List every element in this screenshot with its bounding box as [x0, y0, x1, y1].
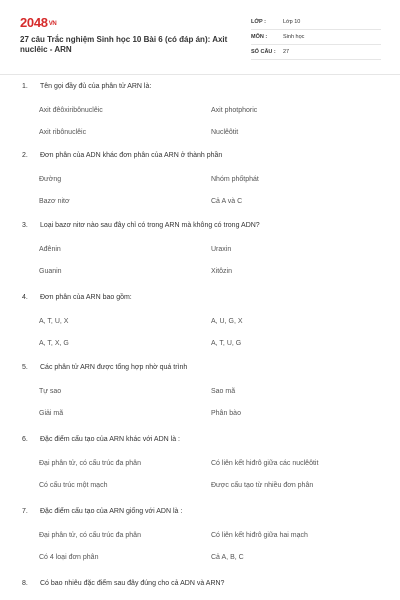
answer-option[interactable]: Uraxin: [211, 246, 232, 253]
question-text: Các phân tử ARN được tổng hợp nhờ quá trình: [40, 364, 188, 371]
meta-label: MÔN :: [251, 34, 268, 40]
answer-option[interactable]: A, T, X, G: [39, 340, 69, 347]
question-number: 2.: [22, 152, 28, 159]
answer-option[interactable]: A, T, U, G: [211, 340, 242, 347]
logo-suffix: VN: [48, 20, 57, 27]
header-divider: [0, 74, 400, 75]
question-text: Loại bazơ nitơ nào sau đây chỉ có trong ARN mà không có trong ADN?: [40, 222, 260, 229]
answer-option[interactable]: Sao mã: [211, 388, 236, 395]
answer-option[interactable]: Axit ribônuclêic: [39, 129, 87, 136]
question-text: Tên gọi đầy đủ của phân tử ARN là:: [40, 83, 152, 90]
question-number: 4.: [22, 294, 28, 301]
answer-option[interactable]: Bazơ nitơ: [39, 198, 70, 205]
answer-option[interactable]: Axit đêôxiribônuclêic: [39, 107, 103, 114]
answer-option[interactable]: Nuclêôtit: [211, 129, 239, 136]
answer-option[interactable]: Guanin: [39, 268, 62, 275]
answer-option[interactable]: Axit photphoric: [211, 107, 258, 114]
question-text: Đặc điểm cấu tạo của ARN khác với ADN là :: [40, 436, 180, 443]
question-number: 7.: [22, 508, 28, 515]
question-number: 3.: [22, 222, 28, 229]
question-text: Đơn phân của ARN bao gồm:: [40, 294, 132, 301]
answer-option[interactable]: Có liên kết hiđrô giữa các nuclêôtit: [211, 460, 319, 467]
meta-row-class: [251, 15, 381, 30]
answer-option[interactable]: Tự sao: [39, 388, 62, 395]
site-logo[interactable]: 2048VN: [20, 15, 57, 30]
answer-option[interactable]: Ađênin: [39, 246, 61, 253]
question-header: [22, 580, 224, 587]
question-text: Có bao nhiêu đặc điểm sau đây đúng cho cả ADN và ARN?: [40, 580, 225, 587]
question-header: [22, 364, 187, 371]
page-title: 27 câu Trắc nghiệm Sinh học 10 Bài 6 (có đáp án): Axit nuclêic - ARN: [20, 35, 228, 54]
answer-option[interactable]: Đường: [39, 176, 62, 183]
meta-row-subject: [251, 30, 381, 45]
question-number: 6.: [22, 436, 28, 443]
question-number: 1.: [22, 83, 28, 90]
answer-option[interactable]: Xitôzin: [211, 268, 233, 275]
answer-option[interactable]: Đại phân tử, có cấu trúc đa phân: [39, 532, 141, 539]
question-text: Đơn phân của ADN khác đơn phân của ARN ở thành phần: [40, 152, 223, 159]
answer-option[interactable]: A, T, U, X: [39, 318, 69, 325]
answer-option[interactable]: Cả A và C: [211, 198, 243, 205]
answer-option[interactable]: Cả A, B, C: [211, 554, 244, 561]
answer-option[interactable]: A, U, G, X: [211, 318, 243, 325]
meta-row-count: [251, 45, 381, 60]
meta-label: LỚP :: [251, 19, 266, 25]
question-number: 8.: [22, 580, 28, 587]
answer-option[interactable]: Giải mã: [39, 410, 64, 417]
question-header: [22, 83, 151, 90]
question-header: [22, 436, 180, 443]
question-text: Đặc điểm cấu tạo của ARN giống với ADN là :: [40, 508, 183, 515]
answer-option[interactable]: Có cấu trúc một mạch: [39, 482, 108, 489]
meta-value: Sinh học: [283, 34, 305, 40]
answer-option[interactable]: Phân bào: [211, 410, 241, 417]
document-header: [0, 0, 400, 74]
meta-label: SỐ CÂU :: [251, 49, 276, 55]
question-number: 5.: [22, 364, 28, 371]
meta-value: 27: [283, 49, 290, 55]
answer-option[interactable]: Được cấu tạo từ nhiều đơn phân: [211, 482, 314, 489]
question-header: [22, 152, 222, 159]
answer-option[interactable]: Đại phân tử, có cấu trúc đa phân: [39, 460, 141, 467]
question-header: [22, 508, 182, 515]
question-header: [22, 222, 260, 229]
answer-option[interactable]: Có liên kết hiđrô giữa hai mạch: [211, 532, 308, 539]
meta-value: Lớp 10: [283, 19, 301, 25]
meta-panel: [251, 15, 381, 60]
answer-option[interactable]: Có 4 loại đơn phân: [39, 554, 99, 561]
question-header: [22, 294, 132, 301]
answer-option[interactable]: Nhóm phốtphát: [211, 176, 259, 183]
